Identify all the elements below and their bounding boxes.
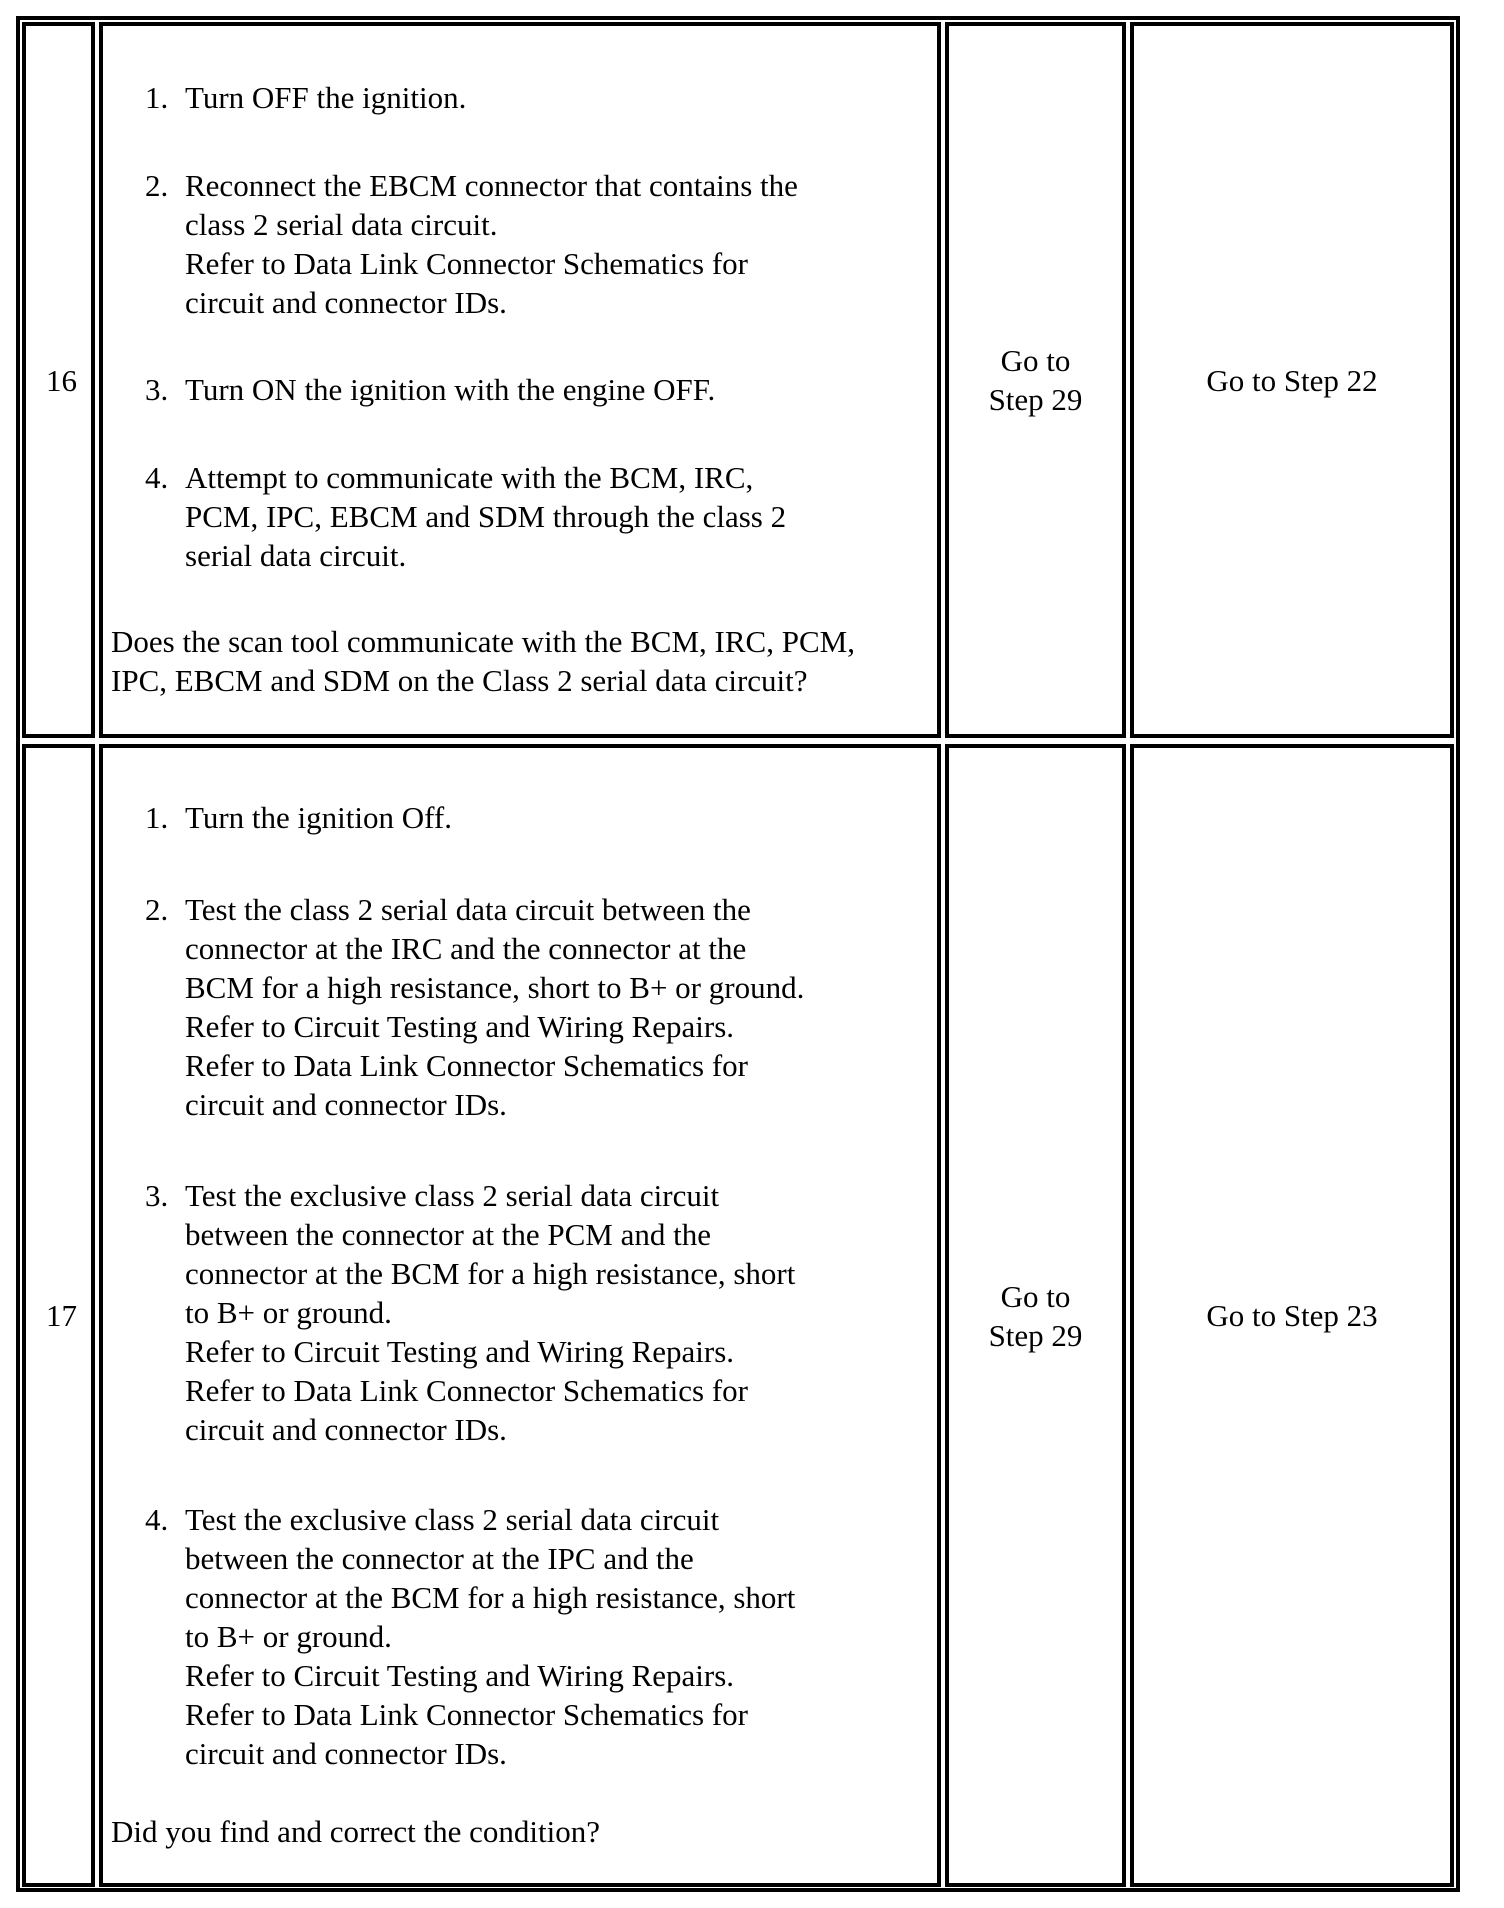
action-cell <box>99 744 941 1887</box>
no-cell <box>1130 744 1454 1887</box>
action-item: 4. Attempt to communicate with the BCM, IRC, PCM, IPC, EBCM and SDM through the class 2 serial data circuit. <box>145 460 787 573</box>
no-action: Go to Step 23 <box>1206 1298 1378 1333</box>
question-text: Did you find and correct the condition? <box>111 1814 600 1849</box>
no-action: Go to Step 22 <box>1206 362 1378 398</box>
yes-action: Go to Step 29 <box>988 343 1083 417</box>
step-number-cell <box>22 22 95 738</box>
step-number: 16 <box>46 362 77 398</box>
action-item: 4. Test the exclusive class 2 serial data circuit between the connector at the IPC and the connector at the BCM for a high resistance, short to B+ or ground. Refer to Circuit Testing and Wiring Repairs. Refer to Data Link Connector Schematics for circuit and connector IDs. <box>145 1502 796 1771</box>
action-item: 2. Reconnect the EBCM connector that contains the class 2 serial data circuit. Refer to Data Link Connector Schematics for circuit and connector IDs. <box>145 168 798 320</box>
yes-action: Go to Step 29 <box>988 1278 1083 1353</box>
yes-cell <box>945 22 1126 738</box>
action-item: 2. Test the class 2 serial data circuit between the connector at the IRC and the connector at the BCM for a high resistance, short to B+ or ground. Refer to Circuit Testing and Wiring Repairs. Refer to Data Link Connector Schematics for circuit and connector IDs. <box>145 892 805 1122</box>
action-item: 3. Test the exclusive class 2 serial data circuit between the connector at the PCM and the connector at the BCM for a high resistance, short to B+ or ground. Refer to Circuit Testing and Wiring Repairs. Refer to Data Link Connector Schematics for circuit and connector IDs. <box>145 1178 796 1447</box>
action-item: 1. Turn the ignition Off. <box>145 800 452 835</box>
question-text: Does the scan tool communicate with the BCM, IRC, PCM, IPC, EBCM and SDM on the Class 2 serial data circuit? <box>111 624 855 698</box>
no-cell <box>1130 22 1454 738</box>
step-number-cell <box>22 744 95 1887</box>
yes-cell <box>945 744 1126 1887</box>
action-item: 1. Turn OFF the ignition. <box>145 80 467 115</box>
step-number: 17 <box>46 1298 77 1333</box>
action-cell <box>99 22 941 738</box>
action-item: 3. Turn ON the ignition with the engine OFF. <box>145 372 716 407</box>
